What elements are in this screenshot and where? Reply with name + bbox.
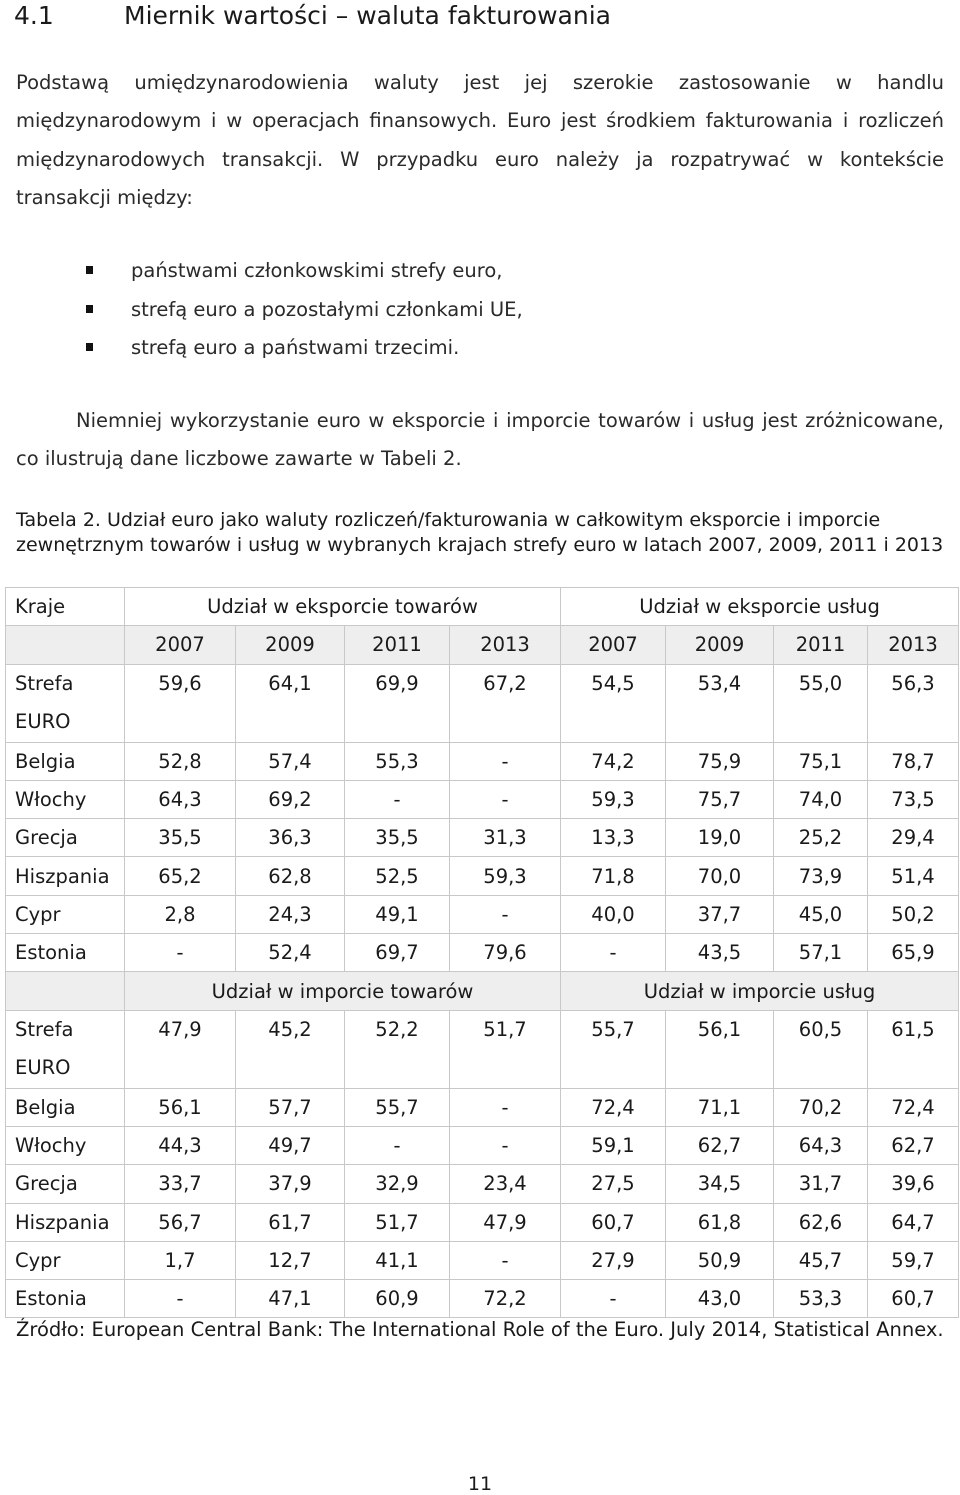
country-cell: Belgia [6,1088,125,1126]
value-cell: 47,1 [236,1280,345,1318]
country-cell: Estonia [6,934,125,972]
value-cell: 49,1 [345,895,450,933]
years-header-row [6,626,959,664]
empty-cell [6,972,125,1010]
value-cell: 27,9 [561,1241,666,1279]
table-row [6,1241,959,1279]
value-cell: - [561,934,666,972]
country-cell: Cypr [6,1241,125,1279]
value-cell: 36,3 [236,819,345,857]
value-cell: 62,7 [666,1126,774,1164]
table-row [6,742,959,780]
section-number: 4.1 [14,1,54,30]
year-cell: 2013 [868,626,959,664]
value-cell: 59,6 [125,664,236,742]
value-cell: 72,4 [561,1088,666,1126]
value-cell: 19,0 [666,819,774,857]
value-cell: - [125,934,236,972]
bullet-item: strefą euro a pozostałymi członkami UE, [86,291,523,330]
country-cell: Grecja [6,819,125,857]
year-cell: 2007 [125,626,236,664]
value-cell: 61,5 [868,1010,959,1088]
value-cell: 60,7 [868,1280,959,1318]
value-cell: 59,7 [868,1241,959,1279]
value-cell: 51,7 [345,1203,450,1241]
value-cell: 35,5 [345,819,450,857]
value-cell: 57,1 [774,934,868,972]
empty-cell [6,626,125,664]
value-cell: 59,1 [561,1126,666,1164]
value-cell: 74,0 [774,780,868,818]
value-cell: 78,7 [868,742,959,780]
country-cell: Estonia [6,1280,125,1318]
value-cell: 69,2 [236,780,345,818]
value-cell: 47,9 [125,1010,236,1088]
value-cell: 64,3 [125,780,236,818]
value-cell: 74,2 [561,742,666,780]
value-cell: 52,8 [125,742,236,780]
value-cell: 55,0 [774,664,868,742]
value-cell: 75,7 [666,780,774,818]
value-cell: 69,7 [345,934,450,972]
value-cell: 31,3 [450,819,561,857]
value-cell: 54,5 [561,664,666,742]
country-cell: Hiszpania [6,857,125,895]
year-cell: 2009 [666,626,774,664]
value-cell: - [345,1126,450,1164]
value-cell: 75,9 [666,742,774,780]
value-cell: 79,6 [450,934,561,972]
value-cell: - [450,780,561,818]
table-row [6,819,959,857]
value-cell: 64,7 [868,1203,959,1241]
value-cell: 65,2 [125,857,236,895]
value-cell: 56,7 [125,1203,236,1241]
value-cell: 32,9 [345,1165,450,1203]
bullet-list [86,252,523,368]
value-cell: - [561,1280,666,1318]
value-cell: 37,9 [236,1165,345,1203]
value-cell: 23,4 [450,1165,561,1203]
value-cell: 56,3 [868,664,959,742]
value-cell: 71,8 [561,857,666,895]
value-cell: 71,1 [666,1088,774,1126]
value-cell: 45,7 [774,1241,868,1279]
country-cell: Hiszpania [6,1203,125,1241]
value-cell: 61,8 [666,1203,774,1241]
table-row [6,1010,959,1088]
value-cell: 13,3 [561,819,666,857]
value-cell: - [450,895,561,933]
source-note: Źródło: European Central Bank: The International Role of the Euro. July 2014, Statistical Annex. [16,1318,944,1341]
import-services-header: Udział w imporcie usług [561,972,959,1010]
value-cell: 29,4 [868,819,959,857]
value-cell: 70,2 [774,1088,868,1126]
square-bullet-icon [86,343,93,351]
intro-paragraph: Podstawą umiędzynarodowienia waluty jest jej szerokie zastosowanie w handlu międzynarodowym i w operacjach finansowych. Euro jest środkiem fakturowania i rozliczeń międzynarodowych transakcji. W przypadku euro należy ja rozpatrywać w kontekście transakcji między: [16,71,944,210]
value-cell: 60,9 [345,1280,450,1318]
year-cell: 2011 [345,626,450,664]
value-cell: 67,2 [450,664,561,742]
value-cell: 62,8 [236,857,345,895]
value-cell: 72,2 [450,1280,561,1318]
value-cell: 55,7 [561,1010,666,1088]
value-cell: 31,7 [774,1165,868,1203]
value-cell: 25,2 [774,819,868,857]
value-cell: 57,7 [236,1088,345,1126]
value-cell: 43,0 [666,1280,774,1318]
value-cell: 45,2 [236,1010,345,1088]
value-cell: 65,9 [868,934,959,972]
value-cell: 75,1 [774,742,868,780]
value-cell: 49,7 [236,1126,345,1164]
value-cell: 52,5 [345,857,450,895]
country-cell: Strefa EURO [6,664,125,742]
value-cell: 64,3 [774,1126,868,1164]
value-cell: - [345,780,450,818]
value-cell: 2,8 [125,895,236,933]
table-row [6,857,959,895]
second-paragraph: Niemniej wykorzystanie euro w eksporcie i imporcie towarów i usług jest zróżnicowane, co ilustrują dane liczbowe zawarte w Tabeli 2. [16,409,944,471]
value-cell: 55,7 [345,1088,450,1126]
value-cell: 53,4 [666,664,774,742]
value-cell: 61,7 [236,1203,345,1241]
square-bullet-icon [86,266,93,274]
value-cell: 52,2 [345,1010,450,1088]
table-row [6,934,959,972]
country-header: Kraje [6,588,125,626]
value-cell: 62,7 [868,1126,959,1164]
value-cell: 39,6 [868,1165,959,1203]
year-cell: 2011 [774,626,868,664]
value-cell: 56,1 [666,1010,774,1088]
value-cell: 1,7 [125,1241,236,1279]
table-row [6,1203,959,1241]
page-number: 11 [467,1473,493,1495]
value-cell: 72,4 [868,1088,959,1126]
bullet-item: strefą euro a państwami trzecimi. [86,329,523,368]
country-cell: Grecja [6,1165,125,1203]
value-cell: 50,9 [666,1241,774,1279]
value-cell: 12,7 [236,1241,345,1279]
import-goods-header: Udział w imporcie towarów [125,972,561,1010]
value-cell: 50,2 [868,895,959,933]
table-row [6,1088,959,1126]
value-cell: 47,9 [450,1203,561,1241]
year-cell: 2009 [236,626,345,664]
export-services-header: Udział w eksporcie usług [561,588,959,626]
value-cell: 64,1 [236,664,345,742]
value-cell: 51,7 [450,1010,561,1088]
square-bullet-icon [86,305,93,313]
value-cell: - [125,1280,236,1318]
table-group-header-row [6,588,959,626]
table-row [6,780,959,818]
value-cell: 45,0 [774,895,868,933]
year-cell: 2013 [450,626,561,664]
value-cell: 57,4 [236,742,345,780]
value-cell: 56,1 [125,1088,236,1126]
table-row [6,664,959,742]
value-cell: 27,5 [561,1165,666,1203]
year-cell: 2007 [561,626,666,664]
value-cell: 70,0 [666,857,774,895]
value-cell: 40,0 [561,895,666,933]
country-cell: Belgia [6,742,125,780]
country-cell: Cypr [6,895,125,933]
bullet-item: państwami członkowskimi strefy euro, [86,252,523,291]
table-row [6,1126,959,1164]
value-cell: 24,3 [236,895,345,933]
table-row [6,1165,959,1203]
value-cell: 33,7 [125,1165,236,1203]
value-cell: - [450,742,561,780]
value-cell: 41,1 [345,1241,450,1279]
country-cell: Strefa EURO [6,1010,125,1088]
table-caption: Tabela 2. Udział euro jako waluty rozliczeń/fakturowania w całkowitym eksporcie i imporcie zewnętrznym towarów i usług w wybranych krajach strefy euro w latach 2007, 2009, 2011 i 2013 [16,509,944,556]
currency-share-table [5,587,959,1318]
value-cell: 37,7 [666,895,774,933]
section-title: Miernik wartości – waluta fakturowania [124,1,611,30]
table-group-header-row [6,972,959,1010]
value-cell: 62,6 [774,1203,868,1241]
value-cell: 44,3 [125,1126,236,1164]
value-cell: 73,5 [868,780,959,818]
value-cell: 35,5 [125,819,236,857]
value-cell: 59,3 [450,857,561,895]
value-cell: 73,9 [774,857,868,895]
country-cell: Włochy [6,1126,125,1164]
country-cell: Włochy [6,780,125,818]
value-cell: - [450,1241,561,1279]
value-cell: 59,3 [561,780,666,818]
value-cell: 69,9 [345,664,450,742]
value-cell: 53,3 [774,1280,868,1318]
value-cell: 60,5 [774,1010,868,1088]
value-cell: 34,5 [666,1165,774,1203]
value-cell: 51,4 [868,857,959,895]
table-row [6,895,959,933]
value-cell: 43,5 [666,934,774,972]
value-cell: 60,7 [561,1203,666,1241]
value-cell: - [450,1088,561,1126]
value-cell: - [450,1126,561,1164]
value-cell: 52,4 [236,934,345,972]
value-cell: 55,3 [345,742,450,780]
export-goods-header: Udział w eksporcie towarów [125,588,561,626]
section-heading [14,0,611,32]
